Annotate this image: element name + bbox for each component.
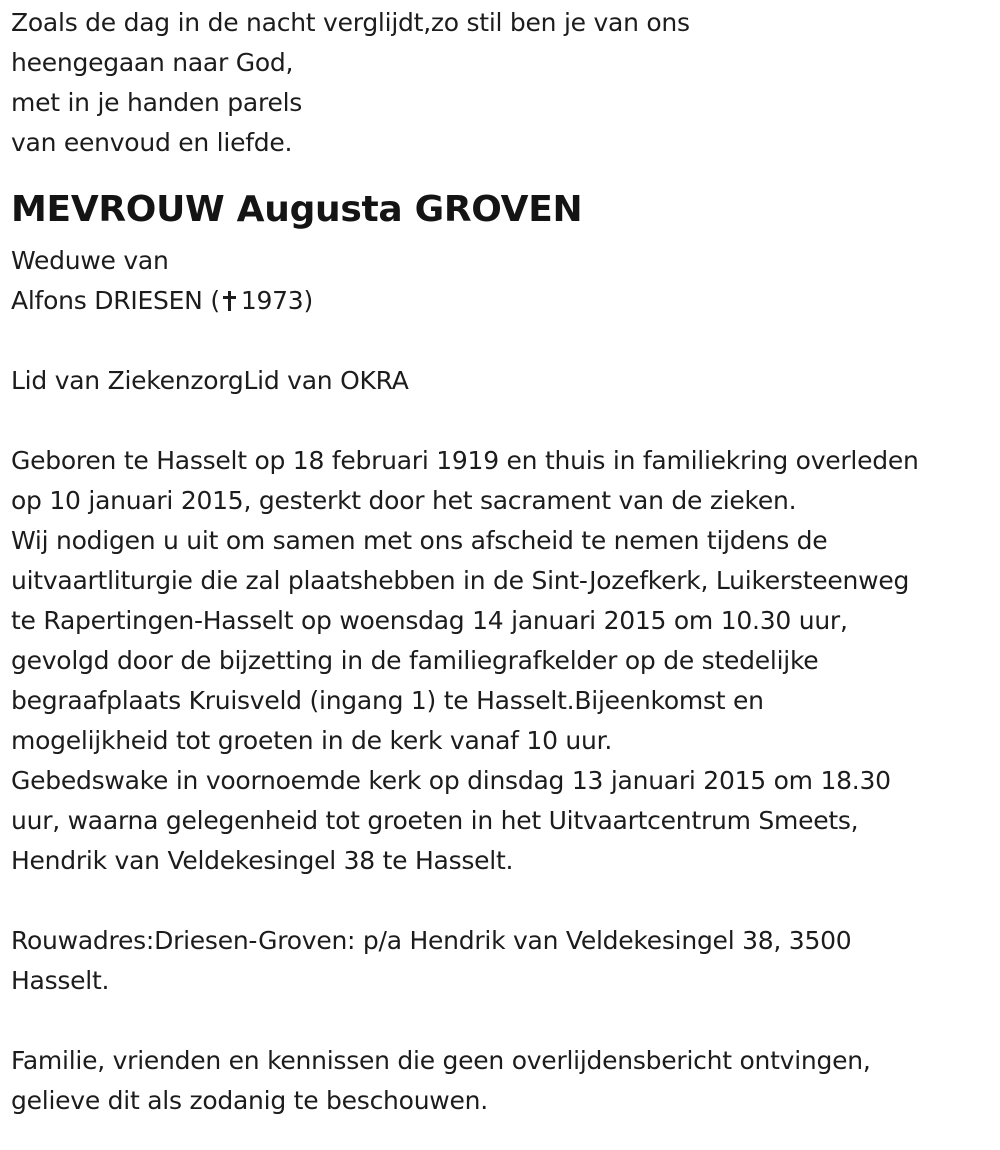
closing-line: Familie, vrienden en kennissen die geen overlijdensbericht ontvingen, <box>11 1046 871 1075</box>
widow-label: Weduwe van <box>11 246 169 275</box>
poem-line: van eenvoud en liefde. <box>11 128 293 157</box>
poem <box>11 3 996 163</box>
announcement-line: uur, waarna gelegenheid tot groeten in het Uitvaartcentrum Smeets, <box>11 806 859 835</box>
address-line: Hasselt. <box>11 966 110 995</box>
poem-line: heengegaan naar God, <box>11 48 294 77</box>
announcement-line: te Rapertingen-Hasselt op woensdag 14 januari 2015 om 10.30 uur, <box>11 606 848 635</box>
mourning-address <box>11 921 996 1001</box>
spacer <box>11 321 996 361</box>
spacer <box>11 881 996 921</box>
spacer <box>11 1001 996 1041</box>
announcement-line: Geboren te Hasselt op 18 februari 1919 en thuis in familiekring overleden <box>11 446 919 475</box>
poem-line: met in je handen parels <box>11 88 303 117</box>
announcement-line: uitvaartliturgie die zal plaatshebben in de Sint-Jozefkerk, Luikersteenweg <box>11 566 910 595</box>
memberships: Lid van ZiekenzorgLid van OKRA <box>11 366 409 395</box>
address-line: Rouwadres:Driesen-Groven: p/a Hendrik van Veldekesingel 38, 3500 <box>11 926 852 955</box>
spacer <box>11 401 996 441</box>
announcement-line: Wij nodigen u uit om samen met ons afscheid te nemen tijdens de <box>11 526 828 555</box>
closing-note <box>11 1041 996 1121</box>
spouse-death-year: 1973) <box>240 286 313 315</box>
closing-line: gelieve dit als zodanig te beschouwen. <box>11 1086 488 1115</box>
announcement-line: op 10 januari 2015, gesterkt door het sacrament van de zieken. <box>11 486 797 515</box>
obituary-notice <box>11 3 996 1121</box>
poem-line: Zoals de dag in de nacht verglijdt,zo stil ben je van ons <box>11 8 690 37</box>
cross-icon <box>223 291 237 311</box>
announcement-line: gevolgd door de bijzetting in de familiegrafkelder op de stedelijke <box>11 646 819 675</box>
announcement-line: begraafplaats Kruisveld (ingang 1) te Hasselt.Bijeenkomst en <box>11 686 764 715</box>
spouse-line <box>11 281 996 321</box>
announcement-paragraph <box>11 441 996 881</box>
announcement-line: Gebedswake in voornoemde kerk op dinsdag 13 januari 2015 om 18.30 <box>11 766 891 795</box>
deceased-name-heading: MEVROUW Augusta GROVEN <box>11 189 583 230</box>
announcement-line: Hendrik van Veldekesingel 38 te Hasselt. <box>11 846 514 875</box>
announcement-line: mogelijkheid tot groeten in de kerk vanaf 10 uur. <box>11 726 613 755</box>
spouse-name: Alfons DRIESEN ( <box>11 286 220 315</box>
